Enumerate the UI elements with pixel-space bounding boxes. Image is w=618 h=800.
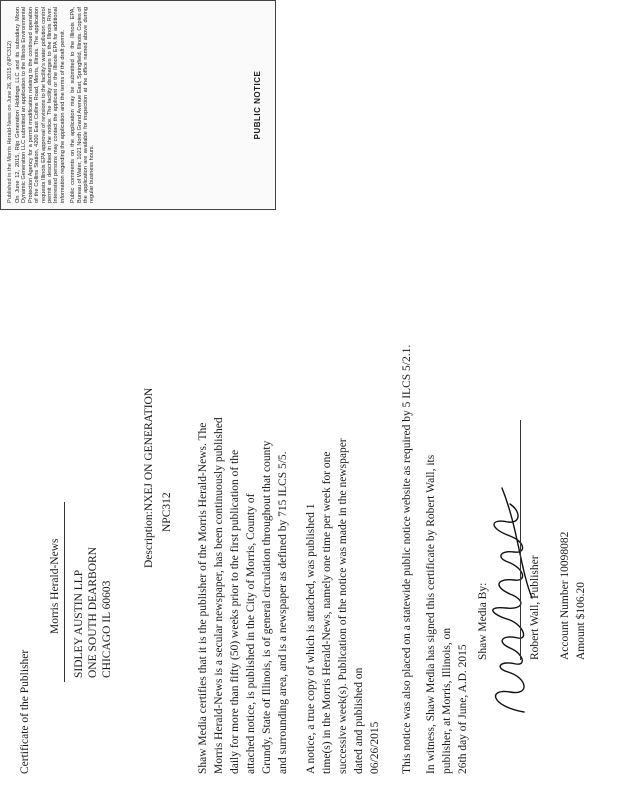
- newspaper-name: Morris Herald-News: [49, 538, 61, 634]
- attached-notice-clipping: [0, 0, 276, 210]
- witness-date: 26th day of June, A.D. 2015: [457, 644, 469, 774]
- signer-name: Robert Wall, Publisher: [529, 555, 541, 660]
- addressee-line-3: CHICAGO IL 60603: [101, 580, 113, 678]
- body-line: Grundy, State of Illinois, is of general circulation throughout that county: [261, 440, 273, 774]
- addressee-line-1: SIDLEY AUSTIN LLP: [73, 569, 85, 678]
- signature-line: [520, 420, 521, 660]
- notice-line: successive week(s). Publication of the notice was made in the newspaper: [337, 438, 349, 774]
- publication-date: 06/26/2015: [369, 721, 381, 774]
- body-line: attached notice, is published in the City of Morris, County of: [245, 493, 257, 774]
- notice-line: dated and published on: [353, 667, 365, 774]
- clipping-paragraph: On June 12, 2015, Rijo Generation Holdings LLC and its subsidiary Moon Dynamic Generation LLC submitted an application to the Illinois Environmental Protection Agency for a permit modification relating to the continued operation of the Collins Station, 4200 East Collins Road, Morris, Illinois. The application requests Illinois EPA approval of revisions to the facility's water pollution control permit as described in the notice. The facility discharges to the Illinois River. Interested persons may contact the applicant or the Illinois EPA for additional information regarding the application and the terms of the draft permit.: [15, 7, 66, 203]
- newspaper-underline: [64, 502, 65, 682]
- signed-by-label: Shaw Media By:: [477, 582, 489, 660]
- body-line: daily for more than fifty (50) weeks prior to the first publication of the: [229, 449, 241, 774]
- description: Description:NXEJ ON GENERATION: [143, 387, 155, 568]
- clipping-paragraph: Public comments on the application may be submitted to the Illinois EPA, Bureau of Water, 1021 North Grand Avenue East, Springfield, Illinois. Copies of the application are available for inspection at the office named above during regular business hours.: [70, 7, 96, 203]
- witness-line: In witness, Shaw Media has signed this certificate by Robert Wall, its: [425, 454, 437, 774]
- addressee-line-2: ONE SOUTH DEARBORN: [87, 547, 99, 678]
- witness-line: publisher, at Morris, Illinois, on: [441, 627, 453, 774]
- notice-line: A notice, a true copy of which is attached, was published 1: [305, 503, 317, 774]
- amount: Amount $106.20: [575, 582, 587, 660]
- clipping-footer: Published in the Morris Herald-News on June 26, 2015 (NPC312): [7, 41, 13, 203]
- clipping-body: [15, 7, 251, 203]
- body-line: Morris Herald-News is a secular newspaper, has been continuously published: [213, 417, 225, 774]
- statewide-notice: This notice was also placed on a statewide public notice website as required by 5 ILCS 5/2.1.: [401, 344, 413, 774]
- description-ref: NPC312: [161, 492, 173, 532]
- account-number: Account Number 10098082: [559, 531, 571, 660]
- notice-line: time(s) in the Morris Herald-News, namely one time per week for one: [321, 451, 333, 774]
- certificate-title: Certificate of the Publisher: [19, 649, 31, 774]
- body-line: Shaw Media certifies that it is the publisher of the Morris Herald-News. The: [197, 422, 209, 774]
- body-line: and surrounding area, and is a newspaper as defined by 715 ILCS 5/5.: [277, 451, 289, 774]
- clipping-title: PUBLIC NOTICE: [253, 70, 262, 140]
